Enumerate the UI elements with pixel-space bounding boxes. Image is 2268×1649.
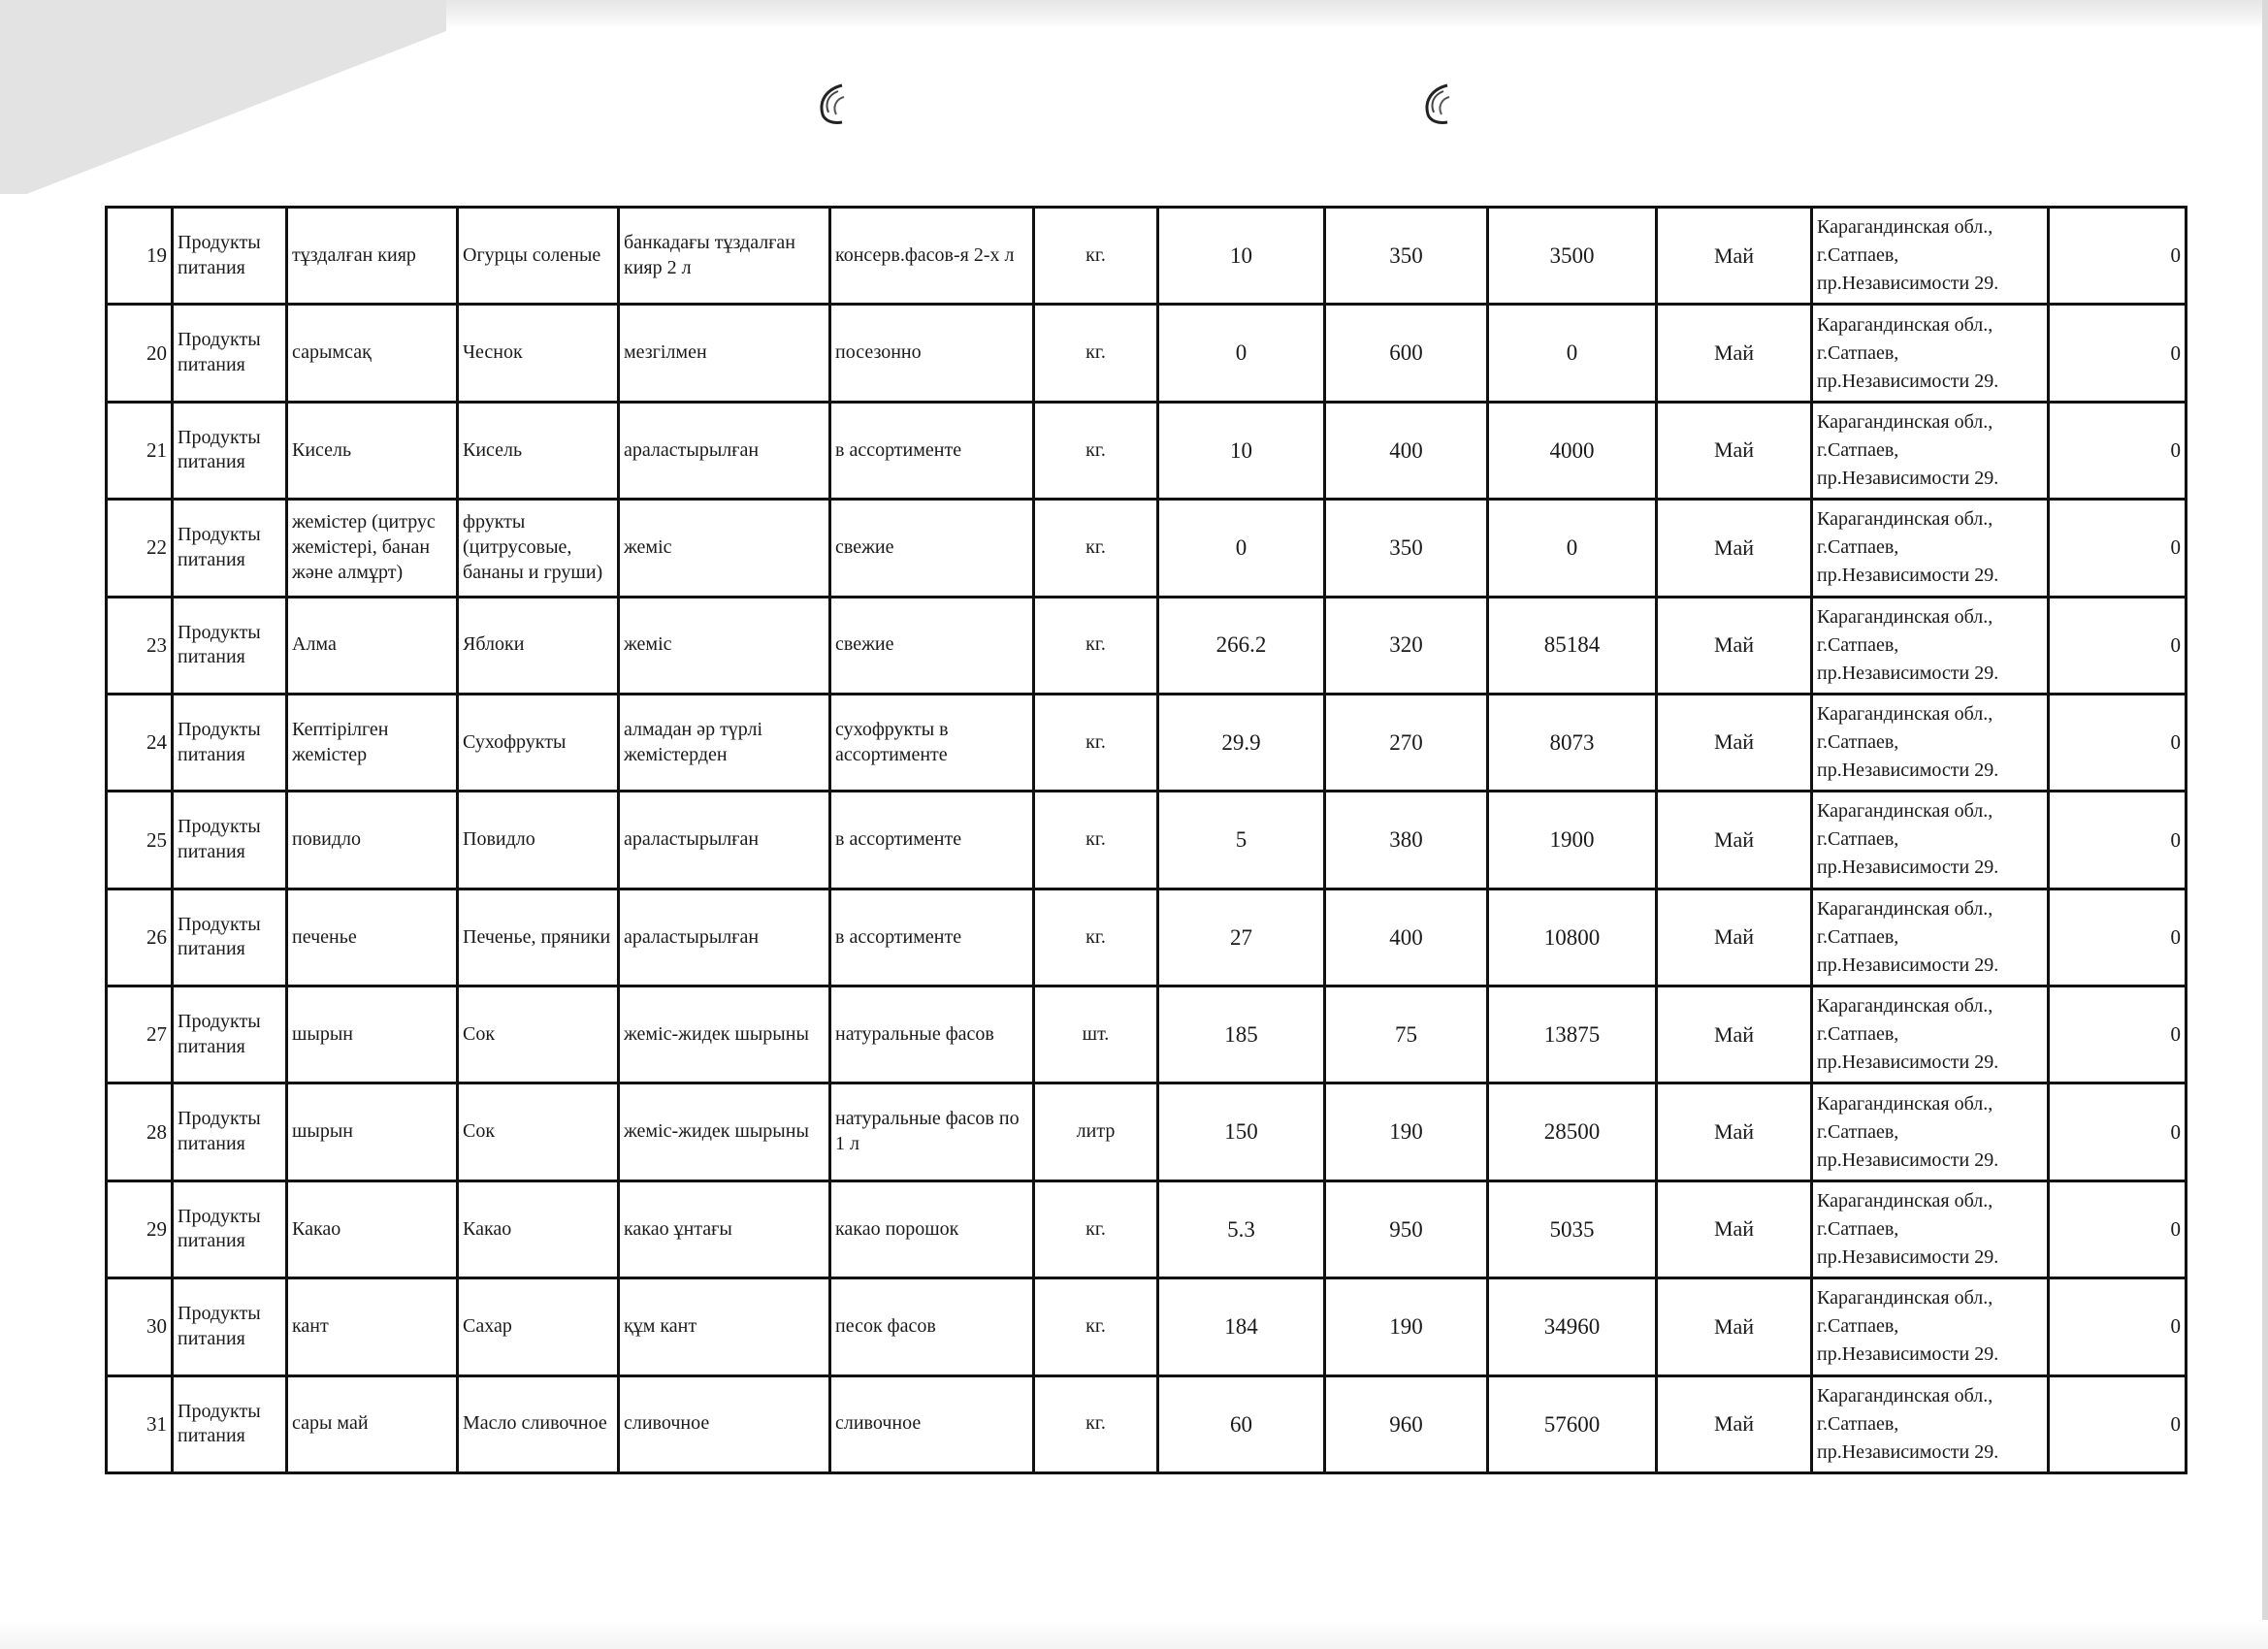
- quantity-cell: 0: [1158, 305, 1325, 402]
- month-cell: Май: [1657, 1083, 1812, 1180]
- quantity-cell: 150: [1158, 1083, 1325, 1180]
- quantity-cell: 5.3: [1158, 1180, 1325, 1277]
- total-cell: 5035: [1488, 1180, 1657, 1277]
- last-value-cell: 0: [2049, 402, 2187, 499]
- row-number: 29: [107, 1180, 173, 1277]
- description-kz-cell: жеміс-жидек шырыны: [619, 986, 830, 1083]
- unit-cell: кг.: [1034, 208, 1158, 305]
- quantity-cell: 60: [1158, 1375, 1325, 1473]
- description-kz-cell: араластырылған: [619, 402, 830, 499]
- unit-cell: кг.: [1034, 500, 1158, 597]
- address-cell: Карагандинская обл., г.Сатпаев, пр.Независимости 29.: [1812, 1375, 2049, 1473]
- month-cell: Май: [1657, 402, 1812, 499]
- row-number: 20: [107, 305, 173, 402]
- description-ru-cell: какао порошок: [830, 1180, 1034, 1277]
- price-cell: 600: [1325, 305, 1488, 402]
- price-cell: 320: [1325, 597, 1488, 694]
- total-cell: 1900: [1488, 792, 1657, 889]
- table-row: [107, 208, 2187, 305]
- unit-cell: кг.: [1034, 402, 1158, 499]
- description-kz-cell: алмадан әр түрлі жемістерден: [619, 694, 830, 791]
- month-cell: Май: [1657, 792, 1812, 889]
- description-kz-cell: мезгілмен: [619, 305, 830, 402]
- total-cell: 13875: [1488, 986, 1657, 1083]
- description-ru-cell: песок фасов: [830, 1278, 1034, 1375]
- month-cell: Май: [1657, 305, 1812, 402]
- last-value-cell: 0: [2049, 1375, 2187, 1473]
- row-number: 22: [107, 500, 173, 597]
- name-kz-cell: Какао: [287, 1180, 458, 1277]
- row-number: 31: [107, 1375, 173, 1473]
- address-cell: Карагандинская обл., г.Сатпаев, пр.Независимости 29.: [1812, 500, 2049, 597]
- name-kz-cell: сарымсақ: [287, 305, 458, 402]
- description-ru-cell: посезонно: [830, 305, 1034, 402]
- price-cell: 350: [1325, 208, 1488, 305]
- total-cell: 57600: [1488, 1375, 1657, 1473]
- total-cell: 28500: [1488, 1083, 1657, 1180]
- name-kz-cell: шырын: [287, 986, 458, 1083]
- table-row: [107, 402, 2187, 499]
- name-ru-cell: Огурцы соленые: [458, 208, 619, 305]
- table-body: [107, 208, 2187, 1473]
- row-number: 21: [107, 402, 173, 499]
- address-cell: Карагандинская обл., г.Сатпаев, пр.Независимости 29.: [1812, 1278, 2049, 1375]
- description-kz-cell: құм кант: [619, 1278, 830, 1375]
- description-ru-cell: консерв.фасов-я 2-х л: [830, 208, 1034, 305]
- description-kz-cell: араластырылған: [619, 792, 830, 889]
- last-value-cell: 0: [2049, 1180, 2187, 1277]
- price-cell: 75: [1325, 986, 1488, 1083]
- description-kz-cell: жеміс: [619, 500, 830, 597]
- month-cell: Май: [1657, 986, 1812, 1083]
- row-number: 19: [107, 208, 173, 305]
- last-value-cell: 0: [2049, 1083, 2187, 1180]
- punch-hole-mark-icon: [813, 81, 852, 126]
- table-row: [107, 597, 2187, 694]
- table-row: [107, 792, 2187, 889]
- price-cell: 400: [1325, 402, 1488, 499]
- description-kz-cell: какао ұнтағы: [619, 1180, 830, 1277]
- punch-hole-mark-icon: [1418, 81, 1457, 126]
- category-cell: Продукты питания: [173, 208, 287, 305]
- month-cell: Май: [1657, 1375, 1812, 1473]
- address-cell: Карагандинская обл., г.Сатпаев, пр.Независимости 29.: [1812, 986, 2049, 1083]
- name-kz-cell: жемістер (цитрус жемістері, банан және алмұрт): [287, 500, 458, 597]
- unit-cell: кг.: [1034, 792, 1158, 889]
- name-kz-cell: кант: [287, 1278, 458, 1375]
- table-row: [107, 1375, 2187, 1473]
- total-cell: 3500: [1488, 208, 1657, 305]
- category-cell: Продукты питания: [173, 792, 287, 889]
- last-value-cell: 0: [2049, 597, 2187, 694]
- quantity-cell: 27: [1158, 889, 1325, 986]
- description-ru-cell: натуральные фасов: [830, 986, 1034, 1083]
- last-value-cell: 0: [2049, 986, 2187, 1083]
- last-value-cell: 0: [2049, 889, 2187, 986]
- category-cell: Продукты питания: [173, 1278, 287, 1375]
- last-value-cell: 0: [2049, 208, 2187, 305]
- name-ru-cell: Сухофрукты: [458, 694, 619, 791]
- month-cell: Май: [1657, 1180, 1812, 1277]
- description-ru-cell: сухофрукты в ассортименте: [830, 694, 1034, 791]
- total-cell: 85184: [1488, 597, 1657, 694]
- row-number: 25: [107, 792, 173, 889]
- name-ru-cell: Сок: [458, 986, 619, 1083]
- total-cell: 8073: [1488, 694, 1657, 791]
- description-kz-cell: банкадағы тұздалған кияр 2 л: [619, 208, 830, 305]
- category-cell: Продукты питания: [173, 1180, 287, 1277]
- category-cell: Продукты питания: [173, 889, 287, 986]
- month-cell: Май: [1657, 597, 1812, 694]
- procurement-table: [105, 206, 2187, 1474]
- name-ru-cell: Кисель: [458, 402, 619, 499]
- price-cell: 190: [1325, 1083, 1488, 1180]
- table-row: [107, 305, 2187, 402]
- quantity-cell: 266.2: [1158, 597, 1325, 694]
- price-cell: 950: [1325, 1180, 1488, 1277]
- quantity-cell: 29.9: [1158, 694, 1325, 791]
- name-ru-cell: Сок: [458, 1083, 619, 1180]
- table-row: [107, 889, 2187, 986]
- unit-cell: кг.: [1034, 1278, 1158, 1375]
- scan-edge-right: [2262, 0, 2268, 1649]
- category-cell: Продукты питания: [173, 597, 287, 694]
- unit-cell: литр: [1034, 1083, 1158, 1180]
- table-row: [107, 1278, 2187, 1375]
- category-cell: Продукты питания: [173, 986, 287, 1083]
- unit-cell: кг.: [1034, 1180, 1158, 1277]
- row-number: 26: [107, 889, 173, 986]
- month-cell: Май: [1657, 1278, 1812, 1375]
- name-kz-cell: Алма: [287, 597, 458, 694]
- category-cell: Продукты питания: [173, 1083, 287, 1180]
- name-kz-cell: шырын: [287, 1083, 458, 1180]
- address-cell: Карагандинская обл., г.Сатпаев, пр.Независимости 29.: [1812, 694, 2049, 791]
- name-ru-cell: Какао: [458, 1180, 619, 1277]
- name-kz-cell: печенье: [287, 889, 458, 986]
- last-value-cell: 0: [2049, 305, 2187, 402]
- price-cell: 270: [1325, 694, 1488, 791]
- description-ru-cell: натуральные фасов по 1 л: [830, 1083, 1034, 1180]
- total-cell: 10800: [1488, 889, 1657, 986]
- table-row: [107, 1180, 2187, 1277]
- address-cell: Карагандинская обл., г.Сатпаев, пр.Независимости 29.: [1812, 208, 2049, 305]
- description-kz-cell: жеміс: [619, 597, 830, 694]
- table-row: [107, 500, 2187, 597]
- description-ru-cell: свежие: [830, 500, 1034, 597]
- address-cell: Карагандинская обл., г.Сатпаев, пр.Независимости 29.: [1812, 597, 2049, 694]
- unit-cell: кг.: [1034, 694, 1158, 791]
- quantity-cell: 184: [1158, 1278, 1325, 1375]
- category-cell: Продукты питания: [173, 305, 287, 402]
- month-cell: Май: [1657, 889, 1812, 986]
- row-number: 30: [107, 1278, 173, 1375]
- address-cell: Карагандинская обл., г.Сатпаев, пр.Независимости 29.: [1812, 402, 2049, 499]
- quantity-cell: 0: [1158, 500, 1325, 597]
- row-number: 24: [107, 694, 173, 791]
- scan-folded-corner: [0, 0, 446, 194]
- name-ru-cell: Яблоки: [458, 597, 619, 694]
- unit-cell: кг.: [1034, 305, 1158, 402]
- name-ru-cell: Чеснок: [458, 305, 619, 402]
- unit-cell: шт.: [1034, 986, 1158, 1083]
- month-cell: Май: [1657, 208, 1812, 305]
- description-ru-cell: в ассортименте: [830, 889, 1034, 986]
- address-cell: Карагандинская обл., г.Сатпаев, пр.Независимости 29.: [1812, 305, 2049, 402]
- description-ru-cell: в ассортименте: [830, 402, 1034, 499]
- row-number: 23: [107, 597, 173, 694]
- quantity-cell: 10: [1158, 208, 1325, 305]
- total-cell: 4000: [1488, 402, 1657, 499]
- category-cell: Продукты питания: [173, 1375, 287, 1473]
- description-kz-cell: жеміс-жидек шырыны: [619, 1083, 830, 1180]
- quantity-cell: 10: [1158, 402, 1325, 499]
- price-cell: 960: [1325, 1375, 1488, 1473]
- description-kz-cell: сливочное: [619, 1375, 830, 1473]
- name-ru-cell: Масло сливочное: [458, 1375, 619, 1473]
- month-cell: Май: [1657, 694, 1812, 791]
- total-cell: 0: [1488, 305, 1657, 402]
- name-kz-cell: повидло: [287, 792, 458, 889]
- last-value-cell: 0: [2049, 694, 2187, 791]
- row-number: 27: [107, 986, 173, 1083]
- quantity-cell: 5: [1158, 792, 1325, 889]
- name-kz-cell: тұздалған кияр: [287, 208, 458, 305]
- table-row: [107, 986, 2187, 1083]
- description-ru-cell: в ассортименте: [830, 792, 1034, 889]
- price-cell: 400: [1325, 889, 1488, 986]
- category-cell: Продукты питания: [173, 500, 287, 597]
- address-cell: Карагандинская обл., г.Сатпаев, пр.Независимости 29.: [1812, 792, 2049, 889]
- description-ru-cell: свежие: [830, 597, 1034, 694]
- name-kz-cell: Кисель: [287, 402, 458, 499]
- name-kz-cell: Кептірілген жемістер: [287, 694, 458, 791]
- quantity-cell: 185: [1158, 986, 1325, 1083]
- name-kz-cell: сары май: [287, 1375, 458, 1473]
- scan-edge-bottom: [0, 1620, 2268, 1649]
- unit-cell: кг.: [1034, 597, 1158, 694]
- last-value-cell: 0: [2049, 1278, 2187, 1375]
- price-cell: 350: [1325, 500, 1488, 597]
- unit-cell: кг.: [1034, 1375, 1158, 1473]
- total-cell: 34960: [1488, 1278, 1657, 1375]
- address-cell: Карагандинская обл., г.Сатпаев, пр.Независимости 29.: [1812, 889, 2049, 986]
- name-ru-cell: Печенье, пряники: [458, 889, 619, 986]
- row-number: 28: [107, 1083, 173, 1180]
- category-cell: Продукты питания: [173, 402, 287, 499]
- description-ru-cell: сливочное: [830, 1375, 1034, 1473]
- table-row: [107, 1083, 2187, 1180]
- last-value-cell: 0: [2049, 500, 2187, 597]
- description-kz-cell: араластырылған: [619, 889, 830, 986]
- category-cell: Продукты питания: [173, 694, 287, 791]
- price-cell: 190: [1325, 1278, 1488, 1375]
- name-ru-cell: Сахар: [458, 1278, 619, 1375]
- total-cell: 0: [1488, 500, 1657, 597]
- name-ru-cell: фрукты (цитрусовые, бананы и груши): [458, 500, 619, 597]
- table-row: [107, 694, 2187, 791]
- unit-cell: кг.: [1034, 889, 1158, 986]
- name-ru-cell: Повидло: [458, 792, 619, 889]
- month-cell: Май: [1657, 500, 1812, 597]
- address-cell: Карагандинская обл., г.Сатпаев, пр.Независимости 29.: [1812, 1083, 2049, 1180]
- last-value-cell: 0: [2049, 792, 2187, 889]
- price-cell: 380: [1325, 792, 1488, 889]
- address-cell: Карагандинская обл., г.Сатпаев, пр.Независимости 29.: [1812, 1180, 2049, 1277]
